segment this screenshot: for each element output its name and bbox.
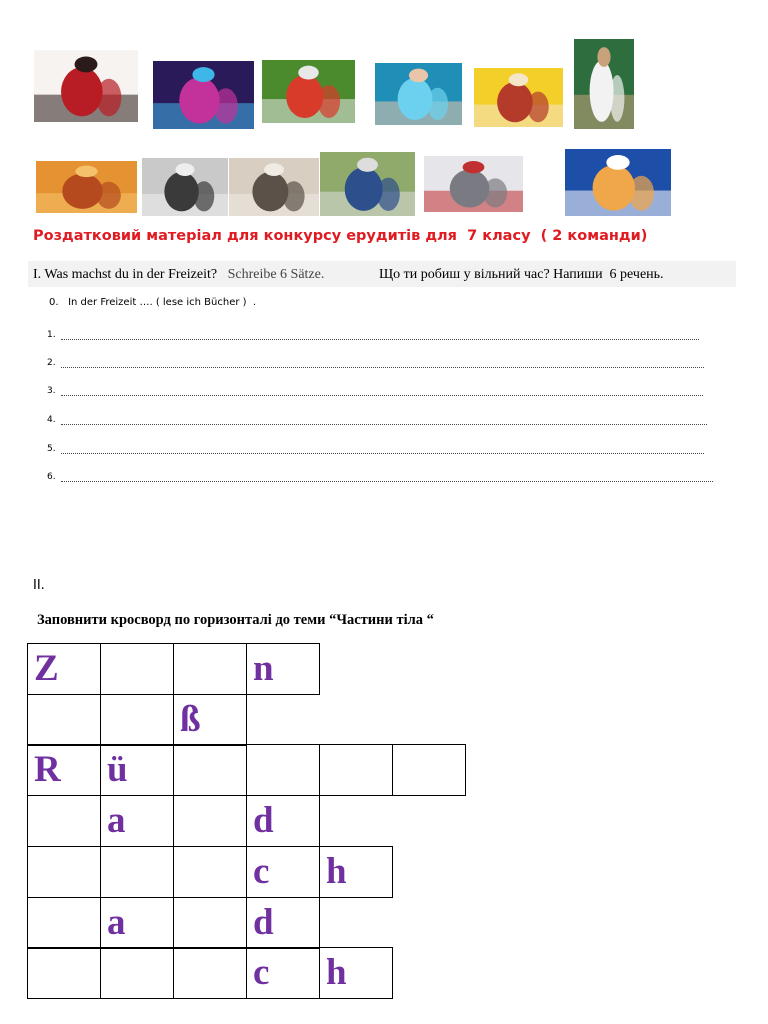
crossword-cell[interactable] xyxy=(246,643,320,695)
crossword-cell[interactable] xyxy=(173,846,247,898)
answer-line-number: 3. xyxy=(47,386,56,396)
answer-line-dots xyxy=(61,453,704,454)
crossword-letter: d xyxy=(253,901,274,943)
photo-tennis xyxy=(574,39,634,129)
crossword-letter: n xyxy=(253,648,274,689)
crossword-cell[interactable] xyxy=(27,643,101,695)
crossword-cell[interactable] xyxy=(173,643,247,695)
crossword-letter: ß xyxy=(180,698,201,740)
example-sentence: 0. In der Freizeit …. ( lese ich Bücher ) . xyxy=(49,297,257,308)
crossword-cell[interactable] xyxy=(27,744,101,796)
crossword-letter: ü xyxy=(107,749,128,791)
photo-piano xyxy=(142,158,228,216)
crossword-cell[interactable] xyxy=(100,744,174,796)
photo-cycling xyxy=(320,152,415,216)
crossword-cell[interactable] xyxy=(100,643,174,695)
crossword-cell[interactable] xyxy=(319,947,393,999)
crossword-letter: c xyxy=(253,952,270,994)
answer-line-dots xyxy=(61,367,704,368)
crossword-cell[interactable] xyxy=(27,846,101,898)
crossword-cell[interactable] xyxy=(246,947,320,999)
crossword-cell[interactable] xyxy=(173,694,247,746)
crossword-letter: c xyxy=(253,850,270,892)
crossword-letter: d xyxy=(253,800,274,842)
photo-swimming xyxy=(375,63,462,125)
crossword-cell[interactable] xyxy=(173,947,247,999)
crossword-cell[interactable] xyxy=(100,846,174,898)
crossword-cell[interactable] xyxy=(246,897,320,949)
crossword-cell[interactable] xyxy=(100,694,174,746)
photo-ballroom-dance xyxy=(34,50,138,122)
answer-line-number: 6. xyxy=(47,472,56,482)
answer-line-number: 5. xyxy=(47,444,56,454)
task1-instruction-de: Schreibe 6 Sätze. xyxy=(227,267,325,282)
crossword-cell[interactable] xyxy=(392,744,466,796)
crossword-cell[interactable] xyxy=(246,846,320,898)
crossword-cell[interactable] xyxy=(319,744,393,796)
crossword-letter: h xyxy=(326,850,347,892)
task2-number: II. xyxy=(33,578,45,593)
crossword-letter: h xyxy=(326,952,347,994)
crossword-cell[interactable] xyxy=(27,795,101,847)
crossword-letter: a xyxy=(107,901,126,943)
crossword-cell[interactable] xyxy=(100,947,174,999)
crossword-cell[interactable] xyxy=(27,897,101,949)
answer-line-number: 4. xyxy=(47,415,56,425)
answer-line-dots xyxy=(61,481,713,482)
crossword-cell[interactable] xyxy=(246,795,320,847)
answer-line-dots xyxy=(61,339,699,340)
photo-basketball xyxy=(565,149,671,216)
crossword-cell[interactable] xyxy=(27,694,101,746)
photo-singing xyxy=(474,68,563,127)
task1-heading xyxy=(33,267,324,283)
crossword-cell[interactable] xyxy=(173,795,247,847)
task2-title: Заповнити кросворд по горизонталі до теми “Частини тіла “ xyxy=(37,612,434,628)
photo-robotics xyxy=(424,156,523,212)
task1-instruction-ua: Що ти робиш у вільний час? Напиши 6 речень. xyxy=(379,267,664,282)
crossword-cell[interactable] xyxy=(173,897,247,949)
crossword-cell[interactable] xyxy=(319,846,393,898)
crossword-cell[interactable] xyxy=(246,744,320,796)
answer-line-dots xyxy=(61,424,707,425)
crossword-cell[interactable] xyxy=(100,897,174,949)
crossword-cell[interactable] xyxy=(100,795,174,847)
crossword-cell[interactable] xyxy=(173,744,247,796)
photo-climbing xyxy=(36,161,137,213)
crossword-cell[interactable] xyxy=(27,947,101,999)
task1-question: I. Was machst du in der Freizeit? xyxy=(33,267,218,282)
photo-drawing xyxy=(229,158,319,216)
photo-football xyxy=(262,60,355,123)
photo-gaming xyxy=(153,61,254,129)
answer-line-number: 2. xyxy=(47,358,56,368)
crossword-letter: a xyxy=(107,800,126,842)
answer-line-number: 1. xyxy=(47,330,56,340)
handout-title: Роздатковий матеріал для конкурсу ерудитів для 7 класу ( 2 команди) xyxy=(33,228,648,244)
crossword-letter: Z xyxy=(34,648,59,689)
answer-line-dots xyxy=(61,395,703,396)
crossword-letter: R xyxy=(34,749,61,791)
